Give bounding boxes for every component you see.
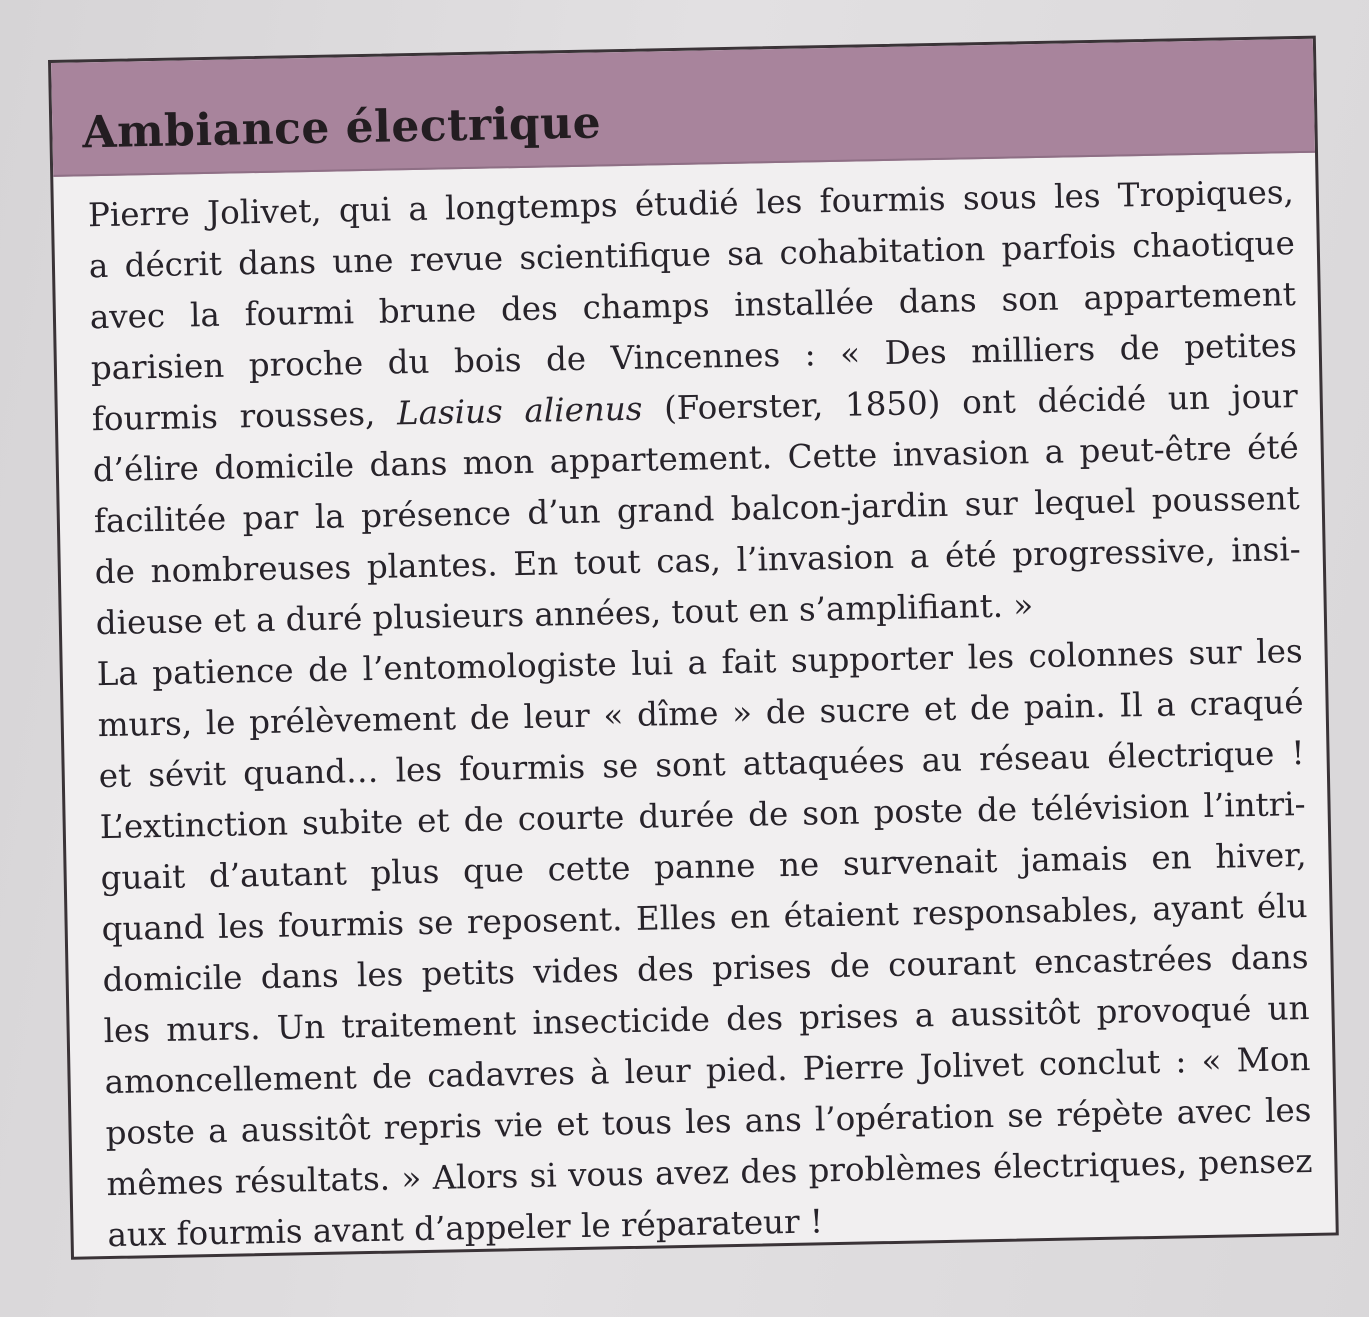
text-line: aux fourmis avant d’appeler le réparateur ! xyxy=(107,1202,824,1255)
text-line: a décrit dans une revue scientifique sa cohabitation parfois chaotique xyxy=(88,224,1296,286)
sidebar-box xyxy=(48,36,1339,1260)
text-line: facilitée par la présence d’un grand balcon-jardin sur lequel poussent xyxy=(93,479,1301,541)
text-line: L’extinction subite et de courte durée de son poste de télévision l’intri- xyxy=(99,784,1306,847)
box-body xyxy=(53,153,1336,1260)
text-line: dieuse et a duré plusieurs années, tout en s’amplifiant. » xyxy=(95,586,1034,643)
text-line: Pierre Jolivet, qui a longtemps étudié les fourmis sous les Tropiques, xyxy=(87,173,1295,235)
text-line: guait d’autant plus que cette panne ne survenait jamais en hiver, xyxy=(100,835,1307,898)
text-line: poste a aussitôt repris vie et tous les ans l’opération se répète avec les xyxy=(105,1090,1312,1153)
box-title: Ambiance électrique xyxy=(81,97,602,159)
text-segment: (Foerster, 1850) ont décidé un jour xyxy=(642,377,1299,428)
text-line: parisien proche du bois de Vincennes : « Des milliers de petites xyxy=(90,326,1298,388)
box-header xyxy=(51,39,1315,177)
species-name: Lasius alienus xyxy=(396,389,643,433)
text-line: et sévit quand… les fourmis se sont attaquées au réseau électrique ! xyxy=(98,734,1305,796)
text-line: d’élire domicile dans mon appartement. Cette invasion a peut-être été xyxy=(92,428,1300,490)
text-line: avec la fourmi brune des champs installée dans son appartement xyxy=(89,275,1297,337)
text-line: amoncellement de cadavres à leur pied. Pierre Jolivet conclut : « Mon xyxy=(104,1039,1311,1102)
text-segment: fourmis rousses, xyxy=(91,394,398,439)
text-line: mêmes résultats. » Alors si vous avez des problèmes électriques, pensez xyxy=(106,1141,1313,1204)
text-line: domicile dans les petits vides des prises de courant encastrées dans xyxy=(102,937,1309,1000)
text-line: La patience de l’entomologiste lui a fait supporter les colonnes sur les xyxy=(96,632,1303,694)
text-line: murs, le prélèvement de leur « dîme » de sucre et de pain. Il a craqué xyxy=(97,683,1304,745)
text-line: les murs. Un traitement insecticide des prises a aussitôt provoqué un xyxy=(103,988,1310,1051)
text-line: quand les fourmis se reposent. Elles en étaient responsables, ayant élu xyxy=(101,886,1308,949)
text-line: de nombreuses plantes. En tout cas, l’invasion a été progressive, insi- xyxy=(94,530,1301,592)
